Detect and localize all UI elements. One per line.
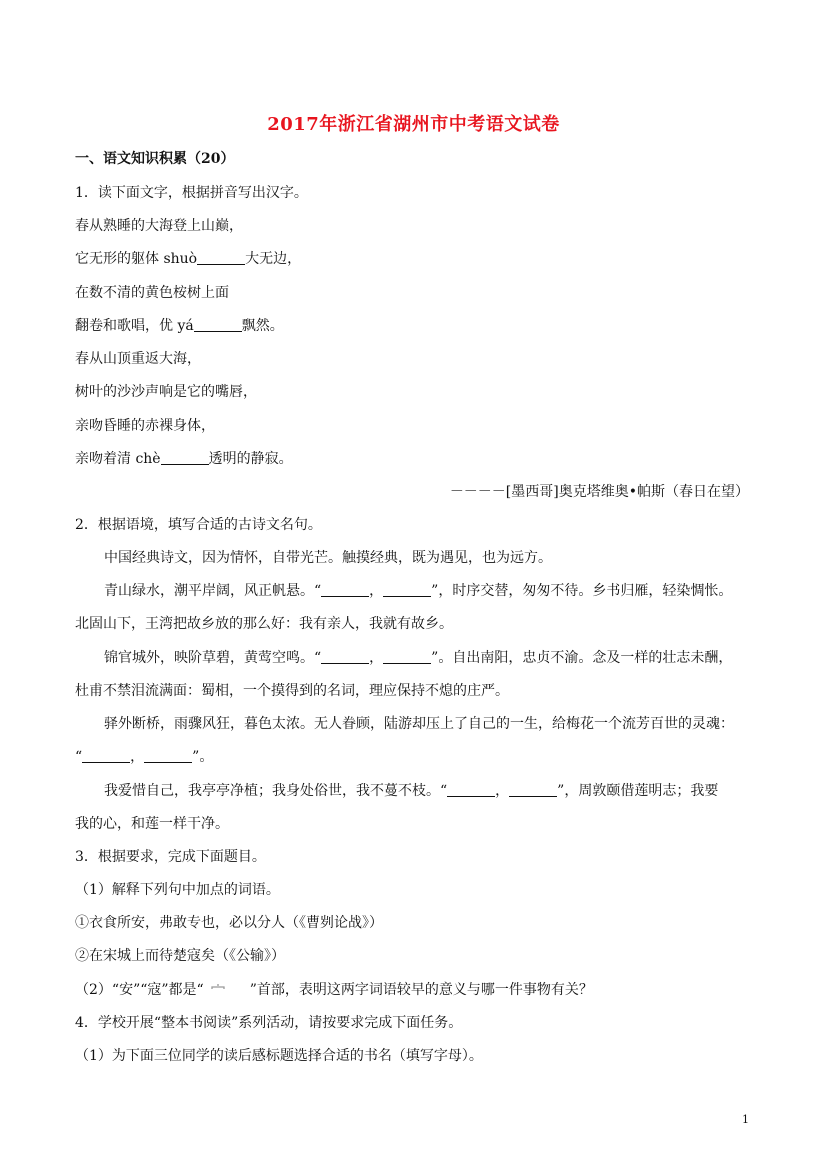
q2-prompt: 2．根据语境，填写合适的古诗文名句。	[75, 517, 322, 533]
paragraph-line	[75, 747, 213, 767]
poem-attribution: －－－－[墨西哥]奥克塔维奥•帕斯（春日在望）	[449, 484, 749, 500]
paragraph-line	[104, 781, 718, 801]
radical-glyph-icon	[204, 981, 250, 997]
sub-question	[75, 980, 593, 1000]
poem-line	[75, 249, 301, 269]
text: ”。自出南阳，忠贞不渝。念及一样的壮志未酬，	[431, 650, 733, 666]
paragraph-line: 我的心，和莲一样干净。	[75, 816, 229, 832]
answer-blank[interactable]	[509, 782, 557, 797]
sub-question: （1）为下面三位同学的读后感标题选择合适的书名（填写字母）。	[75, 1048, 483, 1064]
poem-line: 树叶的沙沙声响是它的嘴唇，	[75, 384, 257, 400]
text: ”，时序交替，匆匆不待。乡书归雁，轻染惆怅。	[431, 583, 733, 599]
q3-prompt: 3．根据要求，完成下面题目。	[75, 849, 266, 865]
page-number: 1	[742, 1113, 749, 1126]
sub-item: ①衣食所安，弗敢专也，必以分人（《曹刿论战》）	[75, 915, 383, 931]
paragraph-line	[104, 648, 732, 668]
paragraph: 中国经典诗文，因为情怀，自带光芒。触摸经典，既为遇见，也为远方。	[104, 550, 552, 566]
poem-text: 大无边，	[245, 251, 302, 267]
answer-blank[interactable]	[82, 748, 130, 763]
section-heading: 一、语文知识积累（20）	[75, 151, 235, 167]
sub-item: ②在宋城上而待楚寇矣（《公输》）	[75, 948, 285, 964]
text: ，	[495, 783, 510, 799]
poem-line	[75, 449, 293, 469]
text: （2）“安”“寇”都是“	[75, 982, 204, 998]
text: ，	[369, 583, 384, 599]
text: 锦官城外，映阶草碧，黄莺空鸣。“	[104, 650, 322, 666]
paragraph-line: 北固山下，王湾把故乡放的那么好：我有亲人，我就有故乡。	[75, 616, 453, 632]
sub-question: （1）解释下列句中加点的词语。	[75, 882, 280, 898]
text: ”。	[192, 749, 214, 765]
answer-blank[interactable]	[197, 250, 245, 265]
answer-blank[interactable]	[321, 582, 369, 597]
answer-blank[interactable]	[383, 582, 431, 597]
poem-text: 翻卷和歌唱，优 yá	[75, 318, 194, 334]
poem-line	[75, 316, 284, 336]
answer-blank[interactable]	[144, 748, 192, 763]
text: ”，周敦颐借莲明志；我要	[557, 783, 719, 799]
page-title: 2017年浙江省湖州市中考语文试卷	[267, 114, 560, 135]
text: ”首部，表明这两字词语较早的意义与哪一件事物有关？	[249, 982, 593, 998]
q4-prompt: 4．学校开展“整本书阅读”系列活动，请按要求完成下面任务。	[75, 1015, 463, 1031]
poem-text: 飘然。	[241, 318, 284, 334]
q1-prompt: 1．读下面文字，根据拼音写出汉字。	[75, 185, 308, 201]
text: ，	[130, 749, 145, 765]
answer-blank[interactable]	[161, 450, 209, 465]
paragraph-line: 驿外断桥，雨骤风狂，暮色太浓。无人眷顾，陆游却压上了自己的一生，给梅花一个流芳百世的灵魂：	[104, 716, 734, 732]
text: 我爱惜自己，我亭亭净植；我身处俗世，我不蔓不枝。“	[104, 783, 448, 799]
text: ，	[369, 650, 384, 666]
paragraph-line	[104, 581, 732, 601]
paragraph-line: 杜甫不禁泪流满面：蜀相，一个摸得到的名词，理应保持不熄的庄严。	[75, 683, 509, 699]
poem-text: 它无形的躯体 shuò	[75, 251, 198, 267]
answer-blank[interactable]	[383, 649, 431, 664]
answer-blank[interactable]	[447, 782, 495, 797]
text: 青山绿水，潮平岸阔，风正帆悬。“	[104, 583, 322, 599]
answer-blank[interactable]	[194, 317, 242, 332]
poem-line: 在数不清的黄色桉树上面	[75, 285, 229, 301]
poem-text: 亲吻着清 chè	[75, 451, 161, 467]
poem-line: 春从熟睡的大海登上山巅，	[75, 218, 243, 234]
poem-text: 透明的静寂。	[208, 451, 293, 467]
poem-line: 春从山顶重返大海，	[75, 351, 201, 367]
text: “	[75, 749, 83, 765]
answer-blank[interactable]	[321, 649, 369, 664]
poem-line: 亲吻昏睡的赤裸身体，	[75, 418, 215, 434]
